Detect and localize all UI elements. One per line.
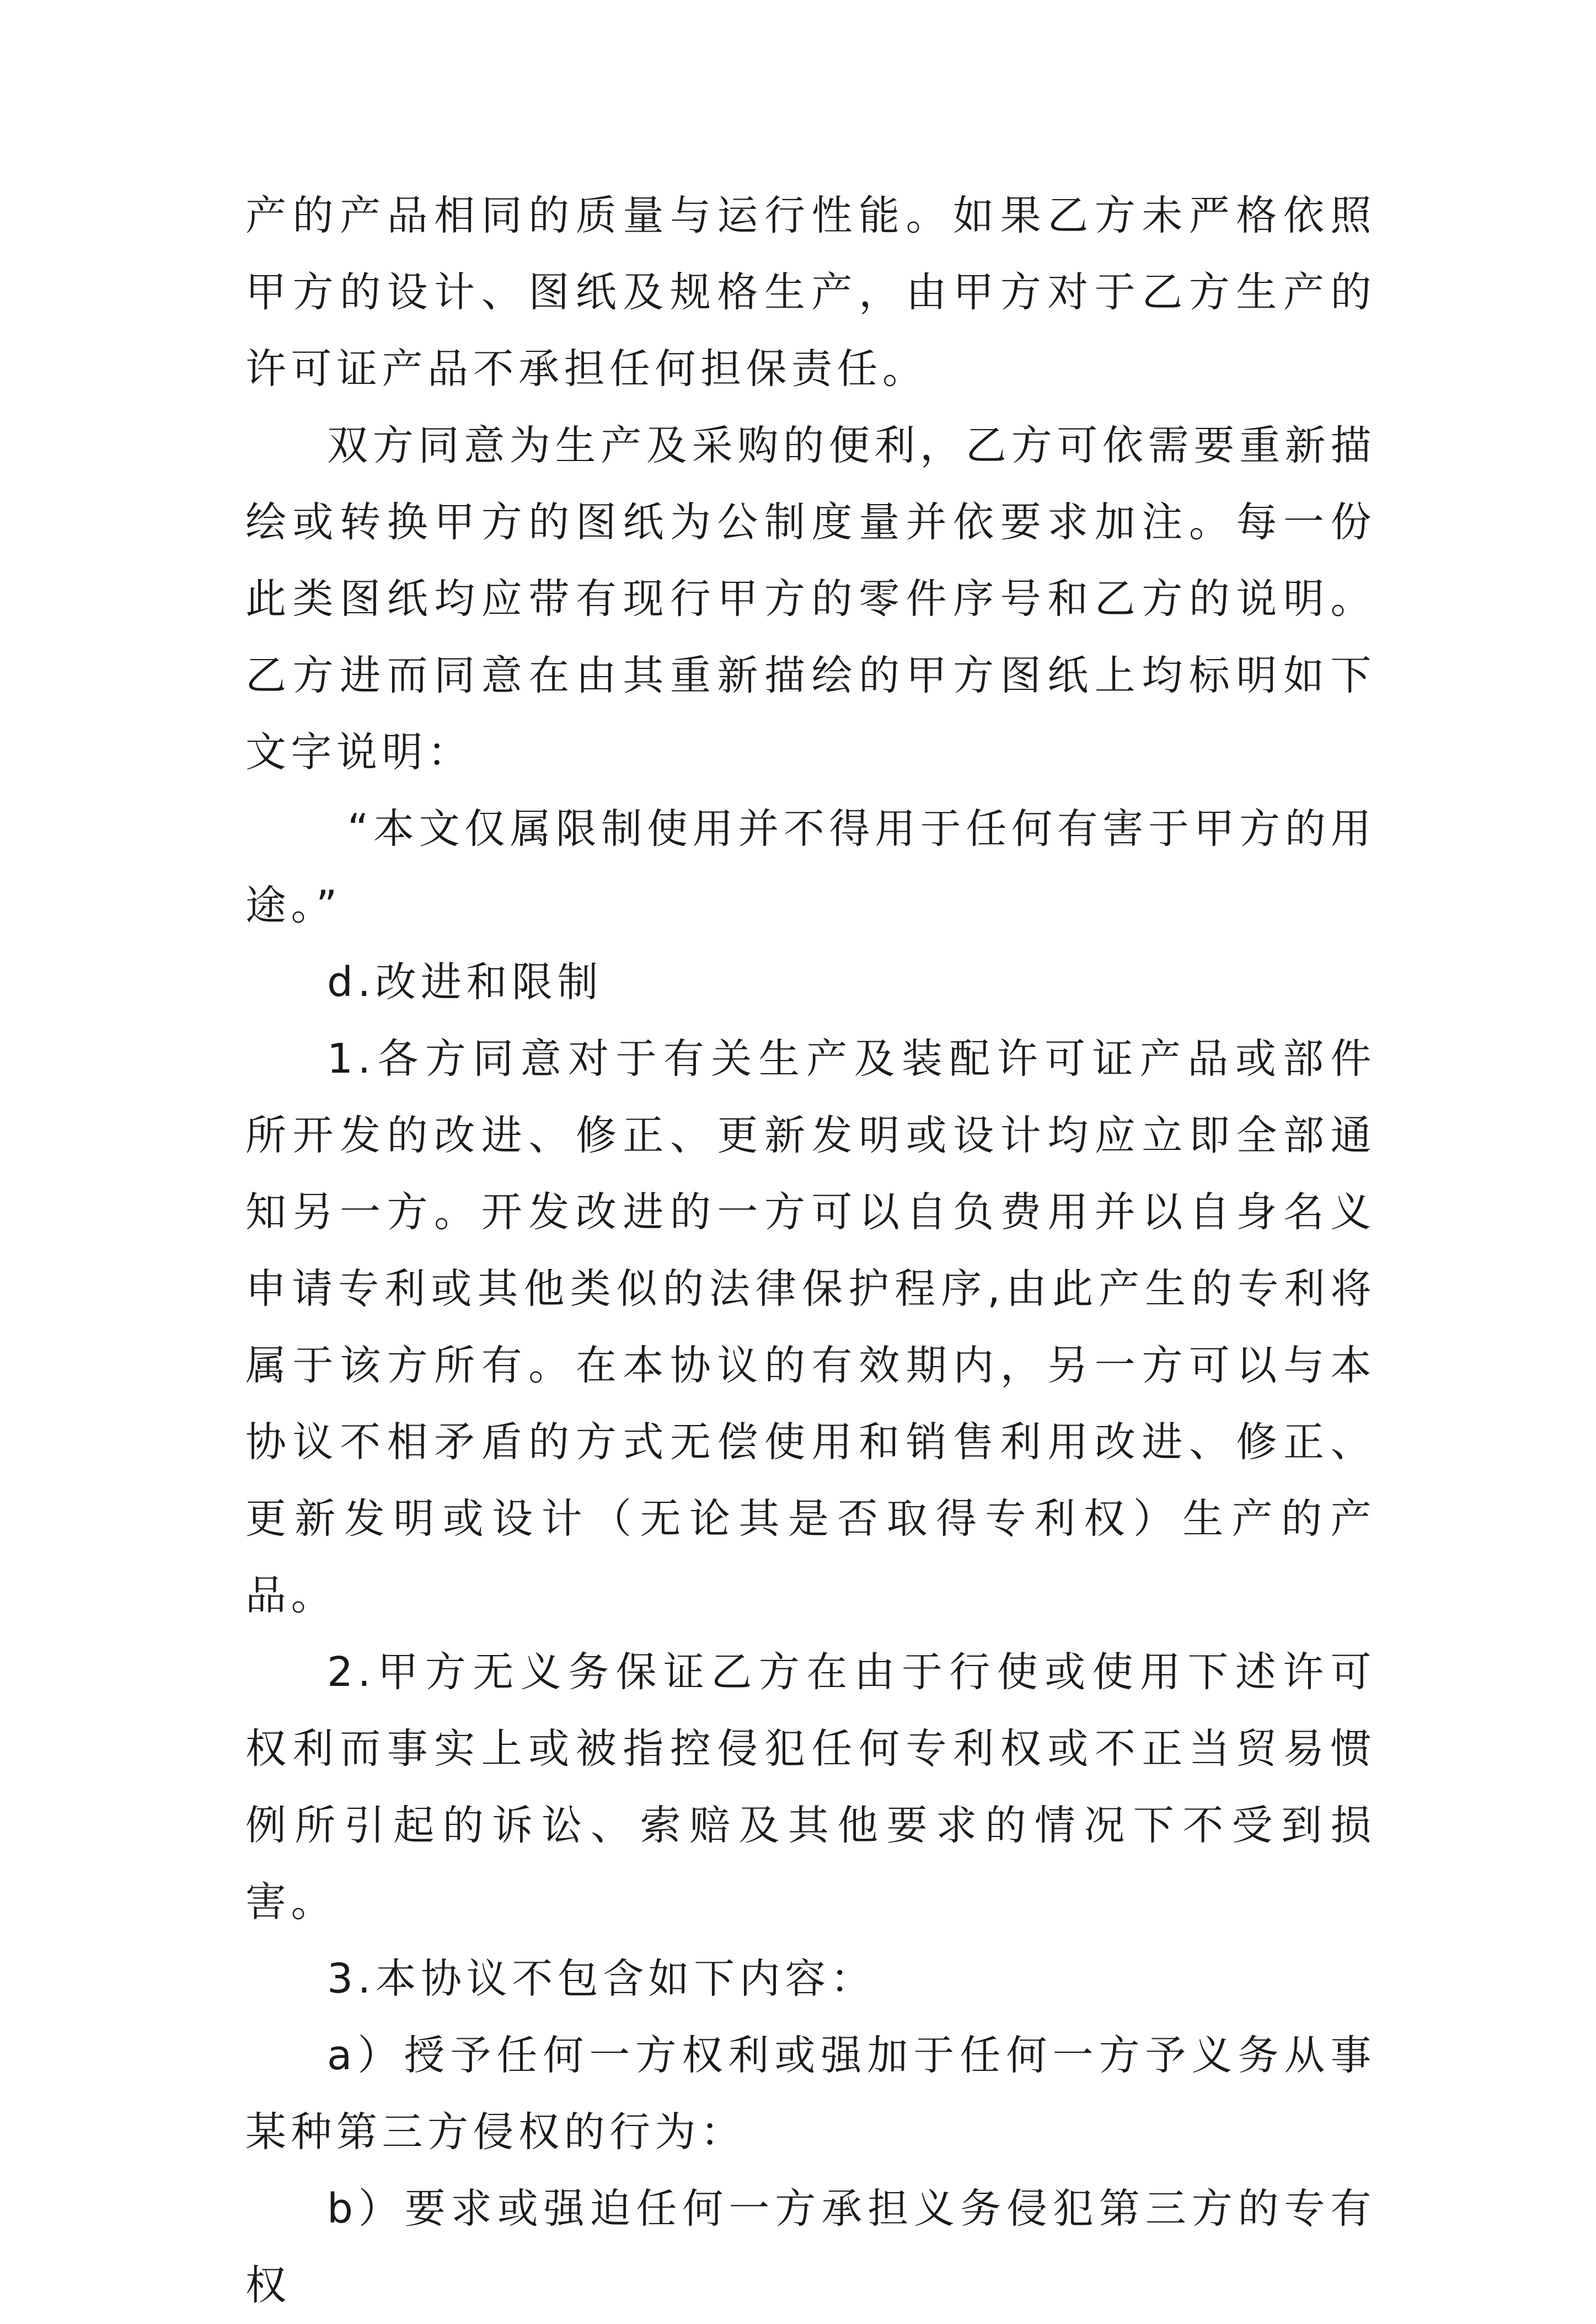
section-heading-improvements: d.改进和限制 bbox=[327, 958, 603, 1006]
paragraph-quality-warranty: 产的产品相同的质量与运行性能。如果乙方未严格依照甲方的设计、图纸及规格生产，由甲方对于乙方生产的许可证产品不承担任何担保责任。 bbox=[245, 192, 1376, 393]
clause-3a-no-infringement-right: a）授予任何一方权利或强加于任何一方予义务从事某种第三方侵权的行为： bbox=[245, 2032, 1376, 2156]
paragraph-restricted-use-notice: “本文仅属限制使用并不得用于任何有害于甲方的用途。” bbox=[245, 805, 1376, 929]
clause-3-exclusions: 3.本协议不包含如下内容： bbox=[327, 1955, 876, 2002]
clause-3b-no-infringement-obligation: b）要求或强迫任何一方承担义务侵犯第三方的专有权 bbox=[245, 2185, 1376, 2309]
document-body bbox=[245, 178, 1376, 2324]
clause-1-improvements-notice: 1.各方同意对于有关生产及装配许可证产品或部件所开发的改进、修正、更新发明或设计均应立即全部通知另一方。开发改进的一方可以自负费用并以自身名义申请专利或其他类似的法律保护程序,由此产生的专利将属于该方所有。在本协议的有效期内，另一方可以与本协议不相矛盾的方式无偿使用和销售利用改进、修正、更新发明或设计（无论其是否取得专利权）生产的产品。 bbox=[245, 1035, 1376, 1619]
clause-2-no-indemnity: 2.甲方无义务保证乙方在由于行使或使用下述许可权利而事实上或被指控侵犯任何专利权或不正当贸易惯例所引起的诉讼、索赔及其他要求的情况下不受到损害。 bbox=[245, 1648, 1376, 1926]
paragraph-drawings-conversion: 双方同意为生产及采购的便利，乙方可依需要重新描绘或转换甲方的图纸为公制度量并依要求加注。每一份此类图纸均应带有现行甲方的零件序号和乙方的说明。乙方进而同意在由其重新描绘的甲方图纸上均标明如下文字说明： bbox=[245, 422, 1376, 776]
